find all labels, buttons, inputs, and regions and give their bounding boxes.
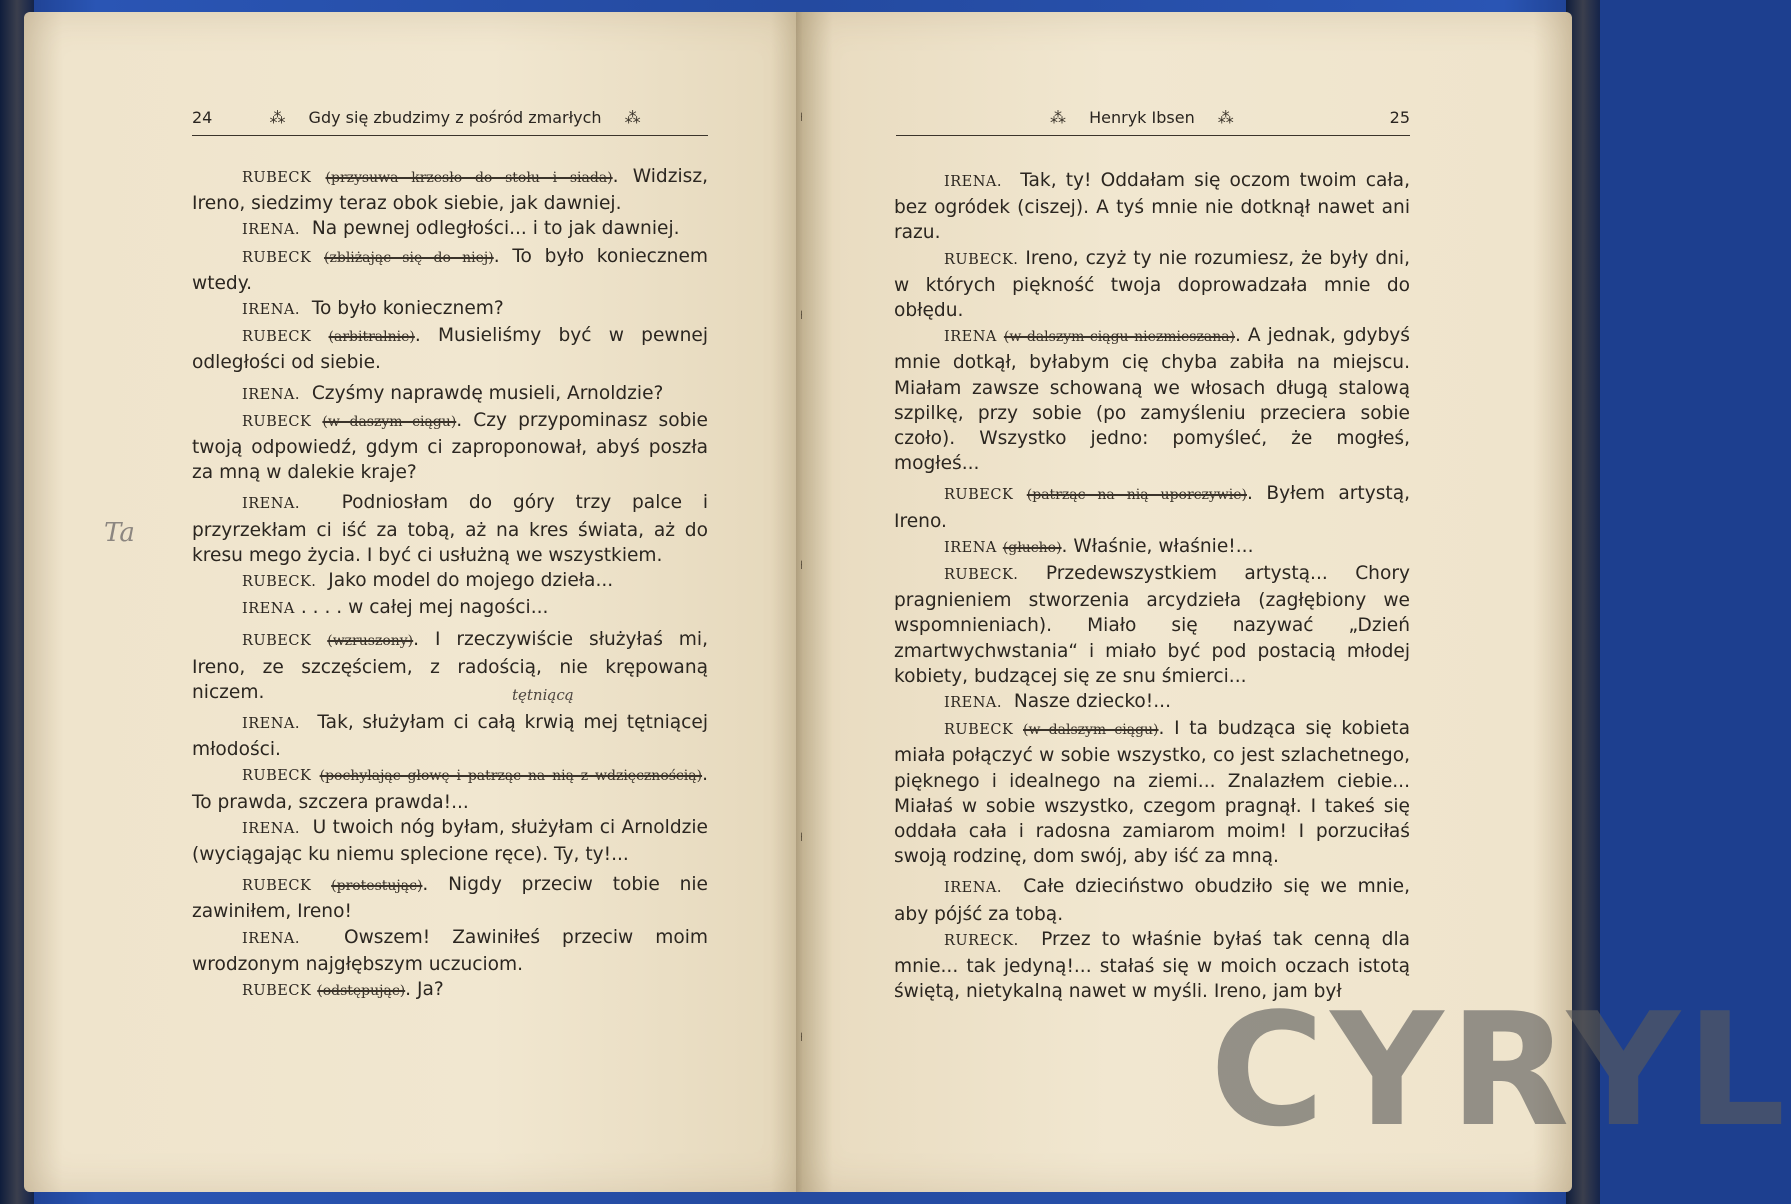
archive-watermark: CYRYL [1210,979,1791,1161]
dialogue-line: RUBECK (odstępując). Ja? [242,979,444,1001]
margin-pencil-note: Ta [104,518,135,548]
ornament-icon: ⁂ [269,108,286,127]
dialogue-line: IRENA. Całe dzieciństwo obudziło się we mnie, aby pójść za tobą. [894,876,1410,925]
dialogue-line: RUBECK (wzruszony). I rzeczywiście służyłaś mi, Ireno, ze szczęściem, z radością, nie krępowaną niczem. [192,629,708,703]
ornament-icon: ⁂ [624,108,641,127]
dialogue-line: IRENA. Owszem! Zawiniłeś przeciw moim wrodzonym najgłębszym uczuciom. [192,926,708,975]
ornament-icon: ⁂ [1050,108,1066,127]
dialogue-line: RURECK. Przez to właśnie byłaś tak cenną dla mnie... tak jedyną!... stałaś się w moich oczach istotą świętą, nietykalną nawet w myśli. Ireno, jam był [894,928,1410,1003]
dialogue-line: IRENA. Na pewnej odległości... i to jak dawniej. [242,218,680,240]
dialogue-line: RUBECK. Ireno, czyż ty nie rozumiesz, że były dni, w których piękność twoja doprowadzała mnie do obłędu. [894,247,1410,322]
dialogue-line: RUBECK (protestując). Nigdy przeciw tobie nie zawiniłem, Ireno! [192,874,708,923]
dialogue-line: IRENA. U twoich nóg byłam, służyłam ci Arnoldzie (wyciągając ku niemu splecione ręce). Ty, ty!... [192,816,708,866]
dialogue-line: IRENA. Czyśmy naprawdę musieli, Arnoldzie? [242,382,664,404]
left-page-number: 24 [192,108,213,127]
right-page-text [894,168,1410,1005]
left-page-header [192,108,708,127]
dialogue-line: RUBECK. Przedewszystkiem artystą... Chory pragnieniem stworzenia arcydzieła (zagłębiony we wspomnieniach). Miało się nazywać „Dzień zmartwychwstania“ i miało być pod postacią młodej kobiety, budzącej się ze snu śmierci... [894,563,1410,687]
dialogue-line: IRENA (w dalszym ciągu niezmieszana). A jednak, gdybyś mnie dotkął, byłabym cię chyba zabiła na miejscu. Miałam zawsze schowaną we włosach długą stalową szpilkę, przy sobie (po zamyśleniu przeciera sobie czoło). Wszystko jedno: pomyśleć, że mogłeś, mogłeś... [894,325,1410,475]
right-page-header [896,108,1410,127]
left-page-text [192,164,708,1004]
left-running-title: Gdy się zbudzimy z pośród zmarłych [308,108,602,127]
dialogue-line: IRENA . . . . w całej mej nagości... [242,597,549,619]
dialogue-line: IRENA. Tak, ty! Oddałam się oczom twoim cała, bez ogródek (ciszej). A tyś mnie nie dotknął nawet ani razu. [894,170,1410,244]
dialogue-line: IRENA. Nasze dziecko!... [944,691,1171,713]
dialogue-line: RUBECK (w daszym ciągu). Czy przypominasz sobie twoją odpowiedź, gdym ci zaproponował, abyś poszła za mną w dalekie kraje? [192,409,708,484]
right-running-title: Henryk Ibsen [1089,108,1195,127]
dialogue-line: RUBECK (przysuwa krzesło do stołu i siada). Widzisz, Ireno, siedzimy teraz obok siebie, jak dawniej. [192,166,708,215]
handwritten-correction: tętniącą [512,686,574,704]
header-rule [896,135,1410,136]
ornament-icon: ⁂ [1217,108,1234,127]
dialogue-line: RUBECK (arbitralnie). Musieliśmy być w pewnej odległości od siebie. [192,325,708,374]
dialogue-line: RUBECK (patrząc na nią uporczywie). Byłem artystą, Ireno. [894,483,1410,532]
dialogue-line: IRENA. To było koniecznem? [242,298,504,320]
header-rule [192,135,708,136]
dialogue-line: RUBECK (pochylając głowę i patrząc na nią z wdzięcznością). To prawda, szczera prawda!... [192,764,708,813]
dialogue-line: RUBECK (zbliżając się do niej). To było koniecznem wtedy. [192,245,708,294]
dialogue-line: RUBECK (w dalszym ciągu). I ta budząca się kobieta miała połączyć w sobie wszystko, co jest szlachetnego, pięknego i idealnego na ziemi... Znalazłem ciebie... Miałaś w sobie wszystko, czegom pragnął. I takeś się oddała cała i radosna zamiarom moim! I porzuciłaś swoją rodzinę, dom swój, aby iść za mną. [894,718,1410,868]
dialogue-line: RUBECK. Jako model do mojego dzieła... [242,570,614,592]
right-page-number: 25 [1389,108,1410,127]
dialogue-line: IRENA (głucho). Właśnie, właśnie!... [944,535,1254,557]
dialogue-line: IRENA. Tak, służyłam ci całą krwią mej tętniącej młodości. [192,712,708,761]
dialogue-line: IRENA. Podniosłam do góry trzy palce i przyrzekłam ci iść za tobą, aż na kres świata, aż do kresu mego życia. I być ci usłużną we wszystkiem. [192,492,708,566]
